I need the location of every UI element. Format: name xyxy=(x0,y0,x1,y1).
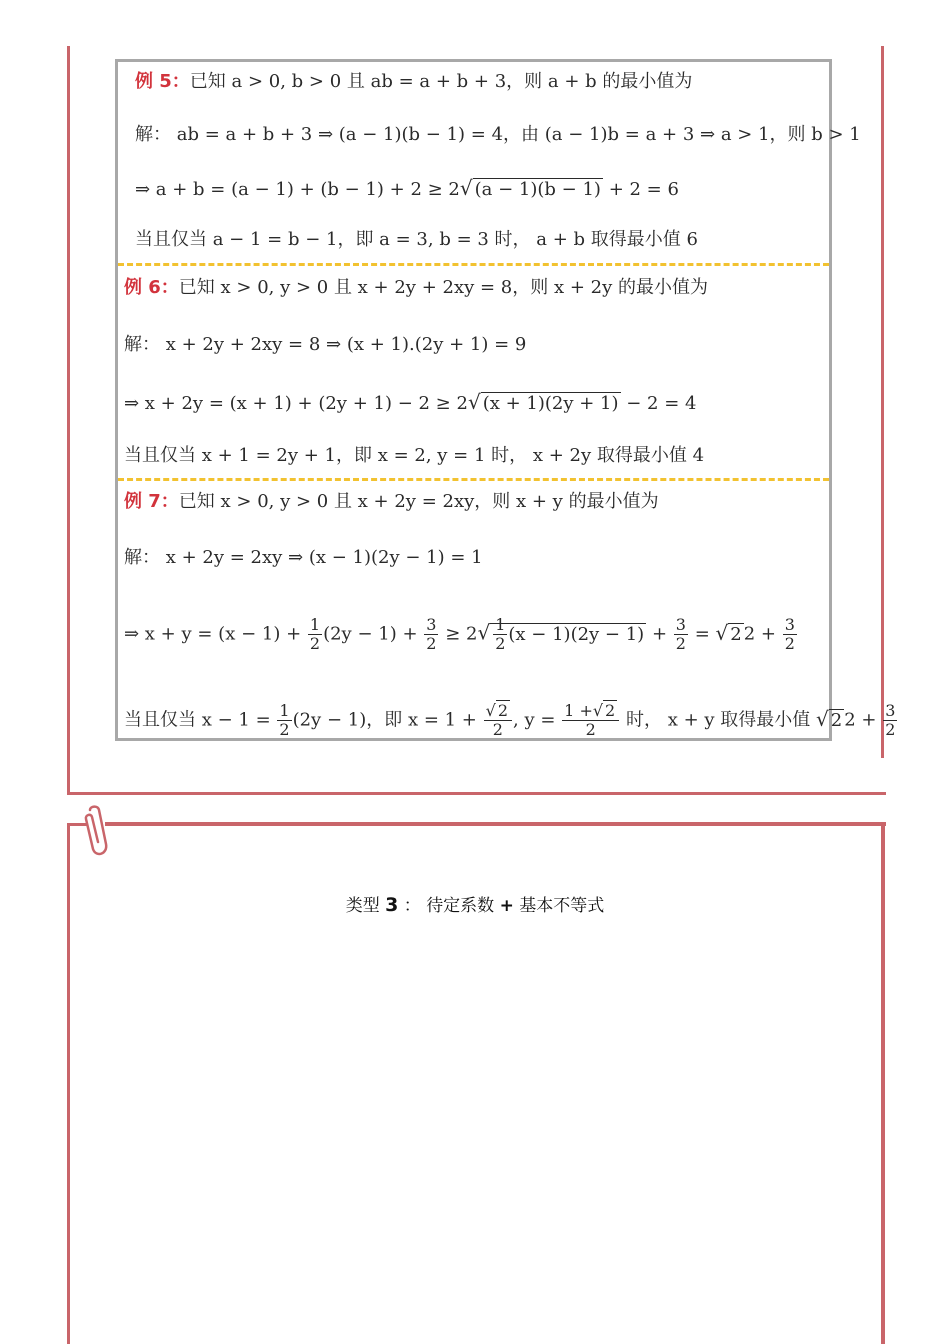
example-5-radical: √ (a − 1)(b − 1) xyxy=(459,176,601,200)
example-5-problem-text: 已知 a > 0, b > 0 且 ab = a + b + 3，则 a + b 的最小值为 xyxy=(189,71,693,92)
type-heading-sep: ： xyxy=(403,896,421,916)
example-6-label: 例 6： xyxy=(124,277,179,298)
example-7-step1-text: 解： x + 2y = 2xy ⇒ (x − 1)(2y − 1) = 1 xyxy=(124,547,483,568)
divider-dashed-1 xyxy=(118,263,829,266)
example-6-step2-prefix: ⇒ x + 2y = (x + 1) + (2y + 1) − 2 ≥ 2 xyxy=(124,393,468,414)
frac-den: 2 xyxy=(585,720,596,739)
example-6-step1-text: 解： x + 2y + 2xy = 8 ⇒ (x + 1).(2y + 1) = 9 xyxy=(124,334,527,355)
sqrt-two: √ 2 xyxy=(715,620,742,645)
example-7-step2-d: + xyxy=(651,623,668,645)
example-5-step1-text: 解： ab = a + b + 3 ⇒ (a − 1)(b − 1) = 4，由 (a − 1)b = a + 3 ⇒ a > 1，则 b > 1 xyxy=(135,124,861,145)
frac-den: 2 xyxy=(492,720,503,739)
bottom-frame-top-border xyxy=(105,822,886,826)
example-7-step2-c: ≥ 2 xyxy=(445,623,478,645)
example-7-radical: √ $\frac{1}{2}$ (x − 1)(2y − 1) xyxy=(477,615,645,653)
fraction-three-halves-2 xyxy=(674,616,688,653)
type-heading-prefix: 类型 xyxy=(345,896,380,916)
example-7-conc-d: 时， x + y 取得最小值 xyxy=(625,709,811,731)
example-6-step2-suffix: − 2 = 4 xyxy=(626,393,697,414)
conc-fraction-one-half xyxy=(277,702,291,739)
example-7-step2-b: (2y − 1) + xyxy=(323,623,418,645)
example-7-problem-text: 已知 x > 0, y > 0 且 x + 2y = 2xy，则 x + y 的最小值为 xyxy=(178,491,659,512)
frac-num-one-plus: 1 + xyxy=(564,701,593,720)
conc-fraction-three-halves xyxy=(883,702,897,739)
example-7-conc-c: , y = xyxy=(513,709,556,731)
frac-den: 2 xyxy=(279,720,290,739)
example-5-label: 例 5： xyxy=(135,71,190,92)
fraction-three-halves-3 xyxy=(783,616,797,653)
example-7-step2-a: ⇒ x + y = (x − 1) + xyxy=(124,623,302,645)
type-heading-number: 3 xyxy=(385,894,399,916)
examples-box xyxy=(115,59,896,741)
frac-num-sqrt: 2 xyxy=(605,701,616,720)
example-6-step1 xyxy=(124,333,526,357)
example-6-problem xyxy=(124,276,708,300)
frac-num: 1 xyxy=(495,615,506,634)
type-heading xyxy=(0,891,950,916)
example-5-radicand: (a − 1)(b − 1) xyxy=(474,179,601,200)
frac-den: 2 xyxy=(675,634,686,653)
example-5-problem xyxy=(135,70,692,94)
example-5-conclusion-text: 当且仅当 a − 1 = b − 1，即 a = 3, b = 3 时， a + b 取得最小值 6 xyxy=(135,229,698,250)
frac-den: 2 xyxy=(426,634,437,653)
example-7-step2 xyxy=(124,616,798,653)
fraction-one-half-inner xyxy=(493,616,507,653)
frac-den: 2 xyxy=(885,720,896,739)
example-6-conclusion-text: 当且仅当 x + 1 = 2y + 1，即 x = 2, y = 1 时， x + 2y 取得最小值 4 xyxy=(124,445,705,466)
type-heading-text1: 待定系数 xyxy=(426,896,495,916)
frac-den: 2 xyxy=(495,634,506,653)
fraction-one-half xyxy=(308,616,322,653)
example-7-radicand: (x − 1)(2y − 1) xyxy=(508,623,645,645)
example-6-conclusion xyxy=(124,444,704,468)
frac-num: 3 xyxy=(426,615,437,634)
example-6-radicand: (x + 1)(2y + 1) xyxy=(482,393,619,414)
top-frame-left-border xyxy=(67,46,70,794)
conc-fraction-root2-over-2: $\frac{√ 2}{2}$ xyxy=(484,702,512,739)
conc-fraction-1-plus-root2-over-2: $\frac{1 +√ 2}{2}$ xyxy=(562,702,619,739)
example-6-step2 xyxy=(124,390,696,416)
example-5-step2-prefix: ⇒ a + b = (a − 1) + (b − 1) + 2 ≥ 2 xyxy=(135,179,460,200)
top-frame-right-border xyxy=(881,46,884,758)
example-5-step2-suffix: + 2 = 6 xyxy=(608,179,679,200)
frac-num: 1 xyxy=(279,701,290,720)
conc-sqrt-two: √ 2 xyxy=(816,706,843,731)
frac-num: 3 xyxy=(885,701,896,720)
example-7-step1 xyxy=(124,546,483,570)
example-7-conc-b: (2y − 1)，即 x = 1 + xyxy=(292,709,477,731)
frac-den: 2 xyxy=(309,634,321,653)
frac-num: 1 xyxy=(309,615,321,634)
example-7-conclusion xyxy=(124,702,898,739)
fraction-three-halves xyxy=(424,616,438,653)
example-5-step2 xyxy=(135,176,679,202)
paperclip-icon xyxy=(78,804,112,858)
example-6-radical: √ (x + 1)(2y + 1) xyxy=(467,390,619,414)
example-7-label: 例 7： xyxy=(124,491,179,512)
example-7-step2-f: 2 + xyxy=(743,623,776,645)
example-7-problem xyxy=(124,490,659,514)
divider-dashed-2 xyxy=(118,478,829,481)
example-5-step1 xyxy=(135,123,861,147)
top-frame-bottom-border xyxy=(67,792,886,795)
frac-num: 3 xyxy=(675,615,686,634)
frac-num-sqrt: 2 xyxy=(497,701,509,720)
example-7-conc-a: 当且仅当 x − 1 = xyxy=(124,709,271,731)
type-heading-text2: 基本不等式 xyxy=(519,896,605,916)
type-heading-plus: + xyxy=(499,896,514,916)
frac-den: 2 xyxy=(784,634,795,653)
example-7-conc-e: 2 + xyxy=(844,709,877,731)
frac-num: 3 xyxy=(784,615,795,634)
example-5-conclusion xyxy=(135,228,698,252)
example-7-step2-e: = xyxy=(694,623,710,645)
conc-sqrt-two-radicand: 2 xyxy=(830,709,843,731)
sqrt-two-radicand: 2 xyxy=(730,623,742,645)
example-6-problem-text: 已知 x > 0, y > 0 且 x + 2y + 2xy = 8，则 x + 2y 的最小值为 xyxy=(178,277,708,298)
